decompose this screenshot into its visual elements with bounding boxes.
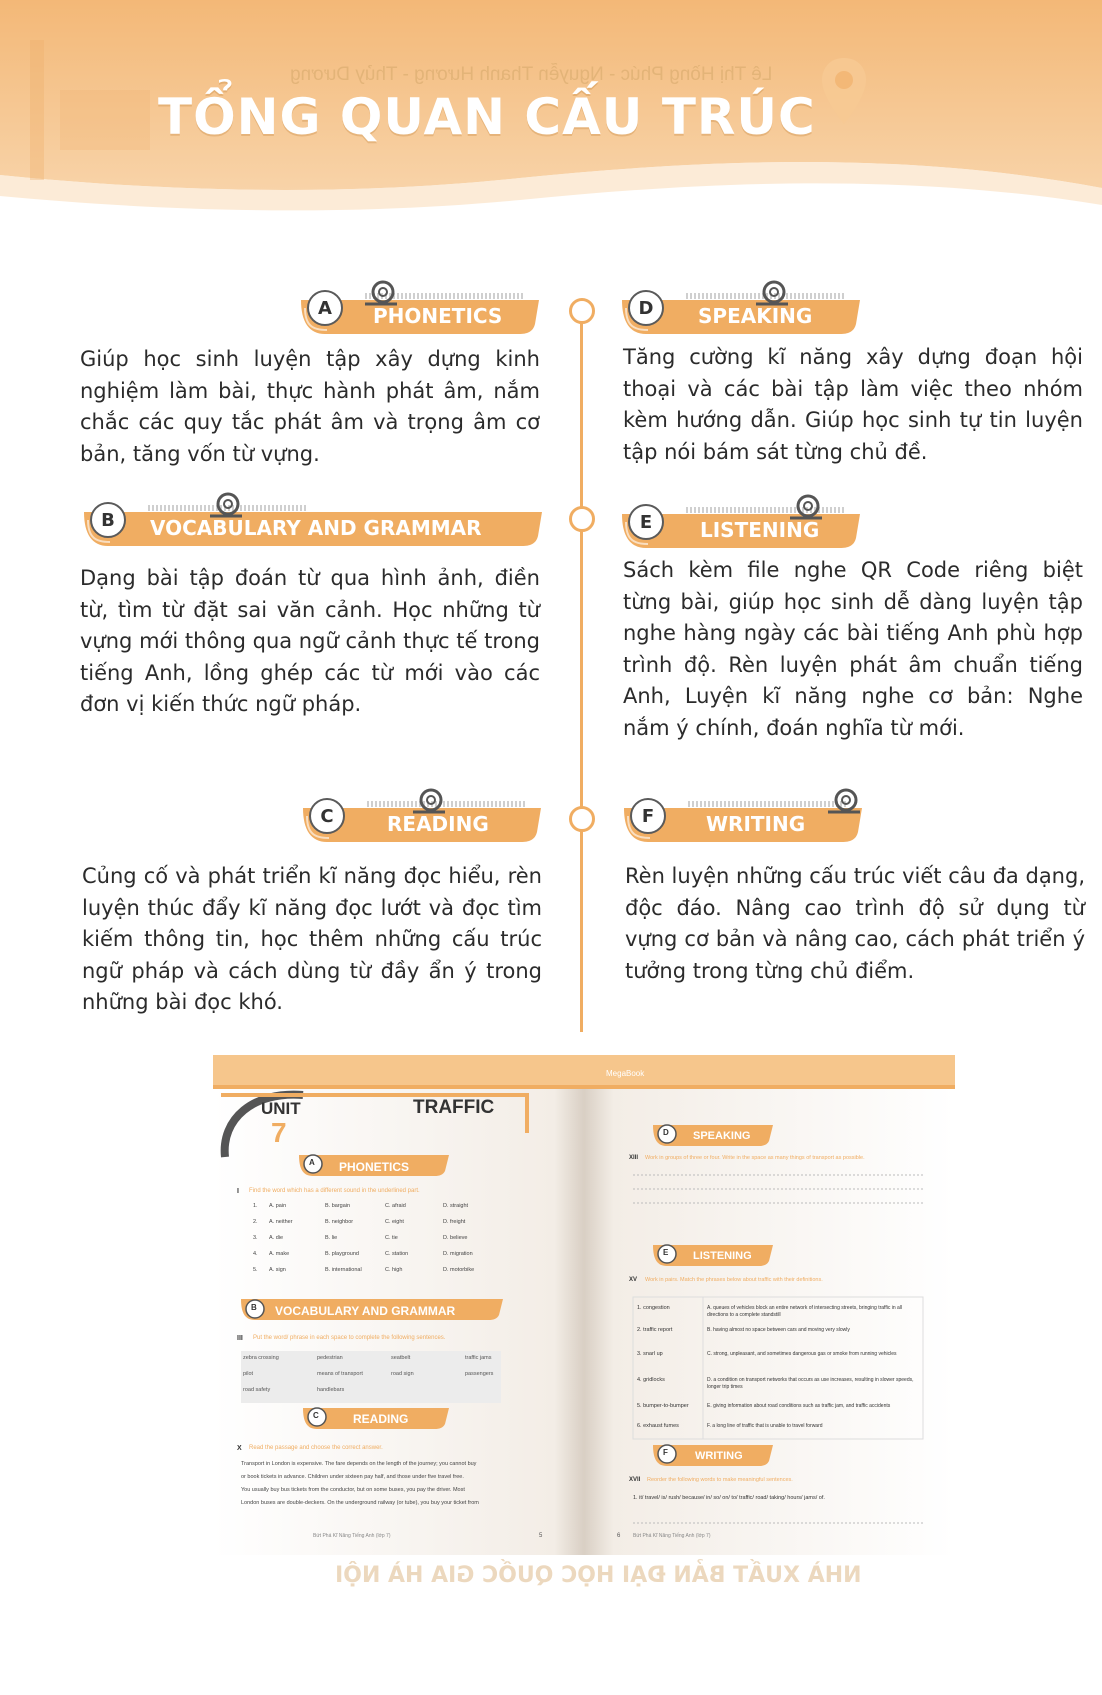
section-description: Giúp học sinh luyện tập xây dựng kinh nghiệm làm bài, thực hành phát âm, nắm chắc các quy tắc phát âm và trọng âm cơ bản, tăng vốn từ vựng. (80, 347, 540, 466)
book-brand: MegaBook (606, 1069, 645, 1078)
phonetics-option: B. playground (325, 1251, 359, 1257)
phonetics-option: A. make (269, 1251, 290, 1257)
header-authors: Lê Thị Hồng Phúc - Nguyễn Thanh Hương - Thủy Dương (290, 64, 773, 85)
exercise-number: XVII (629, 1477, 641, 1483)
reading-line: Transport in London is expensive. The fare depends on the length of the journey; you cannot buy (241, 1461, 477, 1467)
section-description: Tăng cường kĩ năng xây dựng đoạn hội thoại và các bài tập làm việc theo nhóm kèm hướng dẫn. Giúp học sinh tự tin luyện tập nói bám sát từng chủ đề. (623, 345, 1083, 464)
section-description: Sách kèm file nghe QR Code riêng biệt từng bài, giúp học sinh dễ dàng luyện tập nghe hàng ngày các bài tiếng Anh phù hợp trình độ. Rèn luyện phát âm chuẩn tiếng Anh, Luyện kĩ năng nghe cơ bản: Nghe nắm ý chính, đoán nghĩa từ mới. (623, 558, 1083, 740)
timeline-node (569, 298, 595, 324)
exercise-instruction: Work in pairs. Match the phrases below about traffic with their definitions. (645, 1277, 823, 1283)
phonetics-option: 2. (253, 1219, 258, 1225)
phonetics-option: C. afraid (385, 1203, 406, 1209)
page-footer: Bứt Phá Kĩ Năng Tiếng Anh (lớp 7) (633, 1533, 711, 1539)
timeline-node (569, 806, 595, 832)
mini-section-title: READING (353, 1412, 409, 1426)
mini-section-title: WRITING (695, 1450, 743, 1462)
mini-badge: F (663, 1448, 668, 1457)
phonetics-option: D. straight (443, 1203, 469, 1209)
phonetics-option: C. tie (385, 1235, 398, 1241)
mini-badge: B (251, 1303, 257, 1312)
phonetics-option: D. migration (443, 1251, 473, 1257)
listening-term: 4. gridlocks (637, 1377, 665, 1383)
reading-line: or book tickets in advance. Children under sixteen pay half, and those under five travel free. (241, 1474, 464, 1480)
section-letter-badge: B (90, 502, 126, 538)
exercise-number: I (237, 1188, 239, 1195)
vocab-word: road safety (243, 1387, 271, 1393)
exercise-number: XV (629, 1277, 638, 1283)
phonetics-option: B. neighbor (325, 1219, 354, 1225)
phonetics-option: D. motorbike (443, 1267, 475, 1273)
section-description: Rèn luyện những cấu trúc viết câu đa dạng, độc đáo. Nâng cao trình độ sử dụng từ vựng cơ bản và nâng cao, cách phát triển ý tưởng trong từng chủ điểm. (625, 864, 1085, 983)
section-title: PHONETICS (373, 304, 503, 328)
phonetics-option: 3. (253, 1235, 258, 1241)
section-title: VOCABULARY AND GRAMMAR (150, 516, 482, 540)
book-preview (213, 1055, 955, 1555)
section-letter-badge: A (307, 290, 343, 326)
vocab-word: passengers (465, 1371, 494, 1377)
phonetics-option: 5. (253, 1267, 258, 1273)
listening-definition: D. a condition on transport networks that occurs as use increases, resulting in slower speeds, longer trip times (707, 1377, 914, 1390)
section-banner-writing (618, 790, 868, 846)
mini-badge: D (663, 1128, 669, 1137)
exercise-number: III (237, 1335, 243, 1342)
reading-line: London buses are double-deckers. On the underground railway (or tube), you buy your ticket from (241, 1500, 479, 1506)
unit-number: 7 (271, 1117, 287, 1148)
reading-line: You usually buy bus tickets from the conductor, but on some buses, you pay the driver. Most (241, 1487, 465, 1493)
listening-term: 1. congestion (637, 1305, 670, 1311)
section-title: READING (387, 812, 489, 836)
phonetics-option: A. pain (269, 1203, 287, 1209)
section-banner-vocabulary-grammar (78, 494, 548, 550)
section-letter-badge: E (628, 504, 664, 540)
mini-badge: E (663, 1248, 669, 1257)
phonetics-option: 4. (253, 1251, 258, 1257)
listening-definition: A. queues of vehicles block an entire network of intersecting streets, bringing traffic in all directions to a complete standstill (707, 1305, 903, 1318)
listening-term: 2. traffic report (637, 1327, 673, 1333)
vocab-word: seatbelt (391, 1355, 411, 1361)
exercise-instruction: Work in groups of three or four. Write in the space as many things of transport as possible. (645, 1155, 865, 1161)
listening-definition: E. giving information about road conditions such as traffic jam, and traffic accidents (707, 1403, 891, 1409)
exercise-number: X (237, 1445, 242, 1452)
vocab-word: traffic jams (465, 1355, 492, 1361)
section-letter-badge: D (628, 290, 664, 326)
unit-title: TRAFFIC (413, 1097, 495, 1118)
vocab-word: road sign (391, 1371, 414, 1377)
listening-definition: C. strong, unpleasant, and sometimes dangerous gas or smoke from running vehicles (707, 1351, 897, 1357)
phonetics-option: D. freight (443, 1219, 466, 1225)
exercise-instruction: Find the word which has a different sound in the underlined part. (249, 1188, 420, 1194)
exercise-instruction: Read the passage and choose the correct answer. (249, 1445, 383, 1451)
mini-section-title: PHONETICS (339, 1160, 410, 1174)
phonetics-option: C. eight (385, 1219, 404, 1225)
listening-definition: F. a long line of traffic that is unable to travel forward (707, 1423, 823, 1429)
section-banner-reading (297, 790, 547, 846)
mini-section-title: VOCABULARY AND GRAMMAR (275, 1304, 456, 1318)
phonetics-option: C. station (385, 1251, 409, 1257)
section-banner-listening (616, 496, 866, 552)
mini-section-title: SPEAKING (693, 1130, 751, 1142)
listening-term: 6. exhaust fumes (637, 1423, 679, 1429)
section-title: LISTENING (700, 518, 820, 542)
exercise-instruction: Reorder the following words to make meaningful sentences. (647, 1477, 793, 1483)
phonetics-option: A. neither (269, 1219, 293, 1225)
phonetics-option: B. lie (325, 1235, 338, 1241)
snail-icon (824, 784, 864, 816)
phonetics-option: B. international (325, 1267, 362, 1273)
vocab-word: pilot (243, 1371, 254, 1377)
listening-definition: B. having almost no space between cars and moving very slowly (707, 1327, 850, 1333)
vocab-word: zebra crossing (243, 1355, 279, 1361)
location-pin-icon (818, 54, 870, 134)
section-banner-phonetics (295, 282, 545, 338)
exercise-instruction: Put the word/ phrase in each space to complete the following sentences. (253, 1335, 446, 1341)
mini-badge: C (313, 1411, 319, 1420)
phonetics-option: A. die (269, 1235, 284, 1241)
listening-term: 5. bumper-to-bumper (637, 1403, 689, 1409)
vocab-word: means of transport (317, 1371, 363, 1377)
section-letter-badge: C (309, 798, 345, 834)
phonetics-option: 1. (253, 1203, 258, 1209)
page-number: 6 (617, 1533, 621, 1539)
vocab-word: pedestrian (317, 1355, 343, 1361)
section-description: Dạng bài tập đoán từ qua hình ảnh, điền từ, tìm từ đặt sai văn cảnh. Học những từ vựng mới thông qua ngữ cảnh thực tế trong tiếng Anh, lồng ghép các từ mới vào các đơn vị kiến thức ngữ pháp. (80, 566, 540, 716)
page-footer: Bứt Phá Kĩ Năng Tiếng Anh (lớp 7) (313, 1533, 391, 1539)
writing-item: 1. it/ travel/ is/ rush/ because/ in/ so/ on/ to/ traffic/ road/ taking/ hours/ jams/ of. (633, 1495, 825, 1501)
section-letter-badge: F (630, 798, 666, 834)
publisher-name: NHÀ XUẤT BẢN ĐẠI HỌC QUỐC GIA HÀ NỘI (335, 1563, 862, 1588)
mini-section-title: LISTENING (693, 1250, 752, 1262)
unit-label: UNIT (261, 1099, 301, 1118)
timeline-node (569, 506, 595, 532)
section-banner-speaking (616, 282, 866, 338)
phonetics-option: B. bargain (325, 1203, 351, 1209)
phonetics-option: C. high (385, 1267, 403, 1273)
section-description: Củng cố và phát triển kĩ năng đọc hiểu, rèn luyện thúc đẩy kĩ năng đọc lướt và đọc tìm kiếm thông tin, học thêm những cấu trúc ngữ pháp và cách dùng từ đầy ẩn ý trong những bài đọc khó. (82, 864, 542, 1014)
vocab-word: handlebars (317, 1387, 345, 1393)
phonetics-option: D. believe (443, 1235, 468, 1241)
section-title: SPEAKING (698, 304, 813, 328)
listening-term: 3. snarl up (637, 1351, 663, 1357)
mini-badge: A (309, 1158, 315, 1167)
page-title: TỔNG QUAN CẤU TRÚC (158, 88, 816, 146)
exercise-number: XIII (629, 1155, 639, 1161)
timeline-line (580, 300, 583, 1032)
page-number: 5 (539, 1533, 543, 1539)
phonetics-option: A. sign (269, 1267, 286, 1273)
section-title: WRITING (706, 812, 806, 836)
